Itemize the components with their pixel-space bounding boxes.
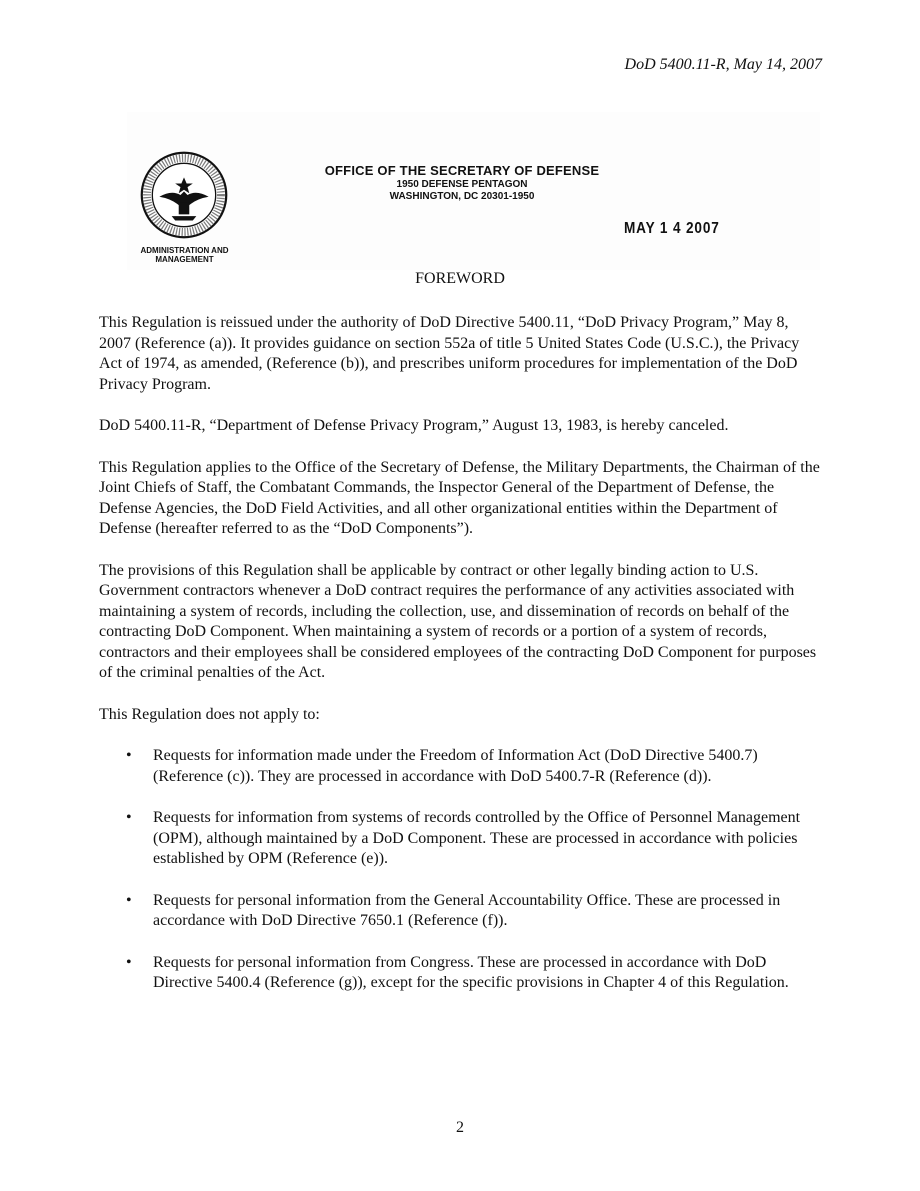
- bullet-icon: •: [126, 809, 132, 826]
- document-body: [99, 313, 824, 1015]
- page-number: 2: [456, 1119, 464, 1136]
- paragraph: This Regulation is reissued under the authority of DoD Directive 5400.11, “DoD Privacy Program,” May 8, 2007 (Reference (a)). It provides guidance on section 552a of title 5 United States Code (U.S.C.), the Privacy Act of 1974, as amended, (Reference (b)), and prescribes uniform procedures for implementation of the DoD Privacy Program.: [99, 314, 800, 393]
- letterhead: [127, 112, 820, 270]
- address-line-2: WASHINGTON, DC 20301-1950: [389, 191, 535, 202]
- bullet-icon: •: [126, 953, 132, 971]
- office-block: [307, 163, 617, 203]
- division-label: [127, 246, 242, 264]
- list-item-text: Requests for personal information from Congress. These are processed in accordance with DoD Directive 5400.4 (Reference (g)), except for the specific provisions in Chapter 4 of this Regulation.: [153, 953, 789, 991]
- page-title: FOREWORD: [415, 270, 505, 287]
- date-stamp: MAY 1 4 2007: [624, 220, 720, 237]
- address-line-1: 1950 DEFENSE PENTAGON: [396, 179, 528, 190]
- paragraph: The provisions of this Regulation shall be applicable by contract or other legally binding action to U.S. Government contractors whenever a DoD contract requires the performance of any activities associated with maintaining a system of records, including the collection, use, and dissemination of records on behalf of the contracting DoD Component. When maintaining a system of records or a portion of a system of records, contractors and their employees shall be considered employees of the contracting DoD Component for purposes of the criminal penalties of the Act.: [99, 561, 817, 681]
- office-name: OFFICE OF THE SECRETARY OF DEFENSE: [324, 163, 600, 178]
- dod-seal-icon: [140, 151, 228, 239]
- bullet-icon: •: [126, 891, 132, 909]
- paragraph: This Regulation applies to the Office of the Secretary of Defense, the Military Departments, the Chairman of the Joint Chiefs of Staff, the Combatant Commands, the Inspector General of the Department of Defense, the Defense Agencies, the DoD Field Activities, and all other organizational entities within the Department of Defense (hereafter referred to as the “DoD Components”).: [99, 458, 820, 537]
- division-line-1: ADMINISTRATION AND: [140, 246, 229, 255]
- bullet-icon: •: [126, 747, 132, 764]
- division-line-2: MANAGEMENT: [155, 255, 214, 264]
- exclusion-list: [99, 746, 824, 994]
- list-item-text: Requests for information made under the Freedom of Information Act (DoD Directive 5400.7) (Reference (c)). They are processed in accordance with DoD 5400.7-R (Reference (d)).: [153, 747, 758, 785]
- list-item: [99, 808, 824, 870]
- list-item-text: Requests for information from systems of records controlled by the Office of Personnel Management (OPM), although maintained by a DoD Component. These are processed in accordance with policies established by OPM (Reference (e)).: [153, 809, 801, 867]
- list-item-text: Requests for personal information from the General Accountability Office. These are processed in accordance with DoD Directive 7650.1 (Reference (f)).: [153, 891, 781, 929]
- paragraph: This Regulation does not apply to:: [99, 705, 320, 723]
- list-item: [99, 746, 824, 787]
- list-item: [99, 891, 824, 932]
- paragraph: DoD 5400.11-R, “Department of Defense Privacy Program,” August 13, 1983, is hereby canceled.: [99, 417, 729, 434]
- list-item: [99, 953, 824, 994]
- header-reference: DoD 5400.11-R, May 14, 2007: [624, 56, 822, 73]
